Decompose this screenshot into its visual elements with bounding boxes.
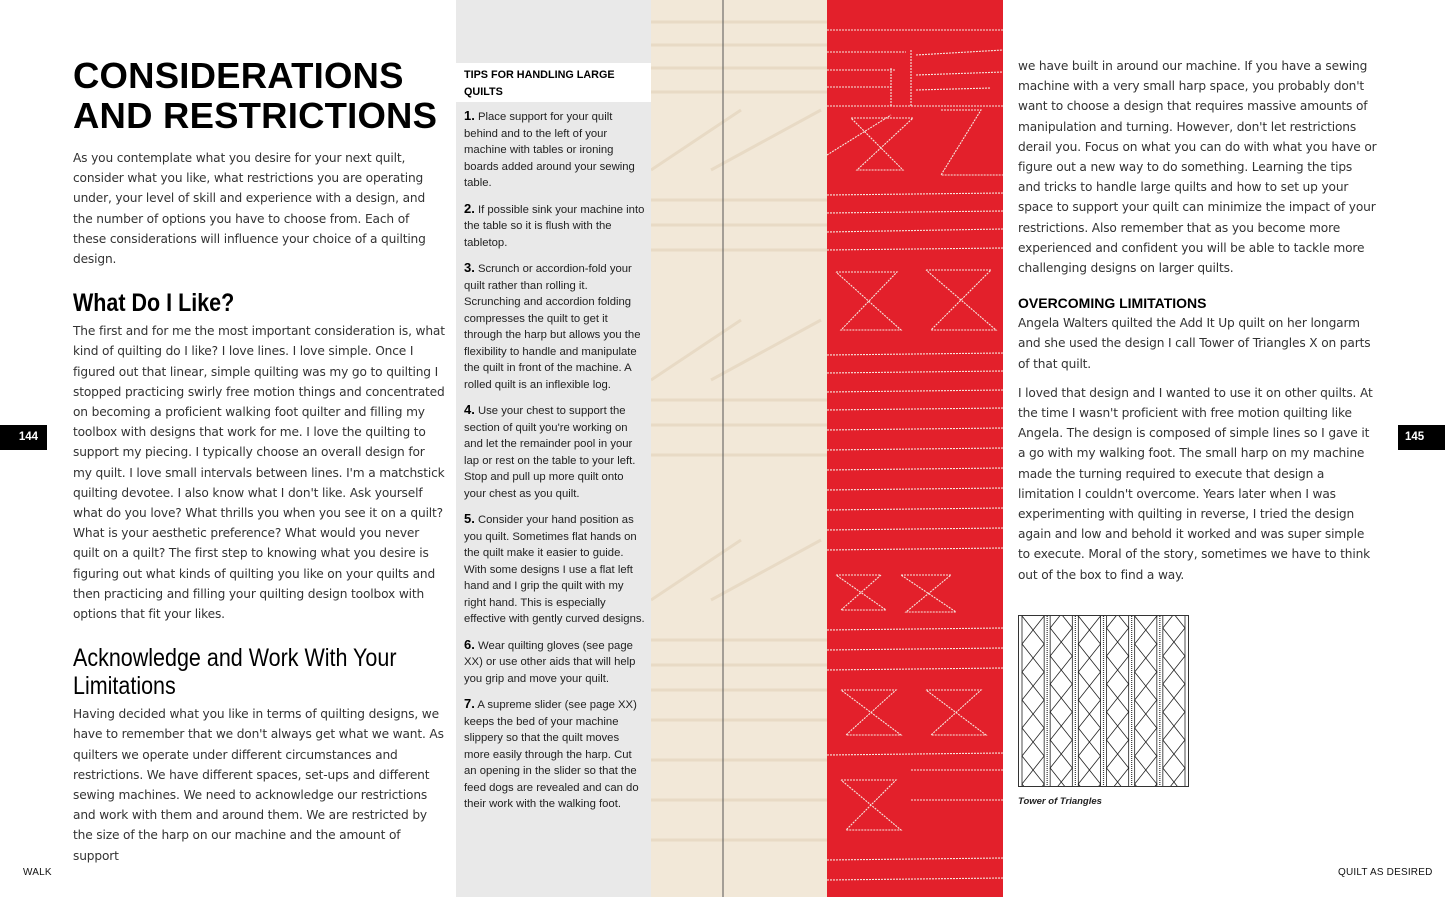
footer-right: QUILT AS DESIRED — [1338, 867, 1433, 878]
triangle-x-motif — [1078, 644, 1100, 672]
triangle-x-motif — [1050, 712, 1072, 740]
triangle-x-motif — [1022, 728, 1044, 756]
chapter-title — [73, 56, 445, 136]
triangle-x-motif — [1163, 740, 1185, 768]
tip-text: Place support for your quilt behind and to the left of your machine with tables or ironing boards added around your sewing table. — [464, 111, 635, 189]
triangle-x-motif — [1107, 628, 1129, 656]
subheading-overcoming-limitations: OVERCOMING LIMITATIONS — [1018, 295, 1207, 312]
intro-paragraph: As you contemplate what you desire for your next quilt, consider what you like, what restrictions you are operating under, your level of skill and experience with a design, and the number of options you have to choose from. Each of these considerations will influence your choice of a quilting design. — [73, 151, 426, 267]
quilt-photo-image — [651, 0, 1003, 897]
triangle-x-motif — [1135, 616, 1157, 644]
paragraph-angela-walters: Angela Walters quilted the Add It Up quilt on her longarm and she used the design I call Tower of Triangles X on parts of that quilt. — [1018, 316, 1371, 371]
section-heading-limitations — [73, 644, 397, 701]
triangle-x-motif — [1050, 616, 1072, 628]
continued-paragraph: we have built in around our machine. If you have a sewing machine with a very small harp space, you probably don't want to choose a design that requires massive amounts of manipulation and turning. However, don't let restrictions derail you. Focus on what you can do with what you have or figure out a new way to do something. Learning the tips and tricks to handle large quilts and how to set up your space to support your quilt can minimize the impact of your restrictions. Also remember that as you become more experienced and confident you will be able to tackle more challenging designs on larger quilts. — [1018, 59, 1377, 276]
triangle-x-motif — [1135, 672, 1157, 700]
section-heading-line-1: Acknowledge and Work With Your — [73, 644, 397, 673]
triangle-x-motif — [1135, 784, 1157, 786]
triangle-x-motif — [1050, 656, 1072, 684]
triangle-x-motif — [1135, 700, 1157, 728]
triangle-x-motif — [1107, 712, 1129, 740]
tip-text: Wear quilting gloves (see page XX) or use other aids that will help you grip and move your quilt. — [464, 639, 636, 685]
triangle-x-motif — [1135, 728, 1157, 756]
triangle-x-motif — [1078, 616, 1100, 644]
triangle-x-motif — [1022, 700, 1044, 728]
tip-item — [464, 108, 646, 192]
triangle-x-motif — [1022, 672, 1044, 700]
tip-text: Use your chest to support the section of quilt you're working on and let the remainder pool in your lap or rest on the table to your left. Stop and pull up more quilt onto your chest as you quilt. — [464, 405, 636, 500]
tower-of-triangles-diagram — [1019, 616, 1188, 786]
quilt-photo — [651, 0, 1003, 897]
tip-text: Consider your hand position as you quilt. Sometimes flat hands on the quilt make it easier to guide. With some designs I use a flat left hand and I grip the quilt with my right hand. This is especially effective with gently curved designs. — [464, 514, 645, 625]
triangle-x-motif — [1078, 672, 1100, 700]
footer-left: WALK — [23, 867, 52, 878]
right-page-column — [1018, 56, 1378, 585]
section-body-limitations: Having decided what you like in terms of quilting designs, we have to remember that we don't always get what we want. As quilters we operate under different circumstances and restrictions. We have different spaces, set-ups and different sewing machines. We need to acknowledge our restrictions and work with them and around them. We are restricted by the size of the harp on our machine and the amount of support — [73, 707, 444, 863]
triangle-x-motif — [1107, 616, 1129, 628]
triangle-x-motif — [1022, 784, 1044, 786]
tips-sidebar — [456, 0, 651, 897]
triangle-x-motif — [1022, 756, 1044, 784]
triangle-x-motif — [1163, 616, 1185, 628]
tip-number: 6. — [464, 636, 475, 652]
tip-number: 5. — [464, 511, 475, 526]
tip-text: A supreme slider (see page XX) keeps the bed of your machine slippery so that the quilt moves more easily through the harp. Cut an opening in the slider so that the feed dogs are revealed and can do their work with the walking foot. — [464, 699, 639, 810]
chapter-title-line-1: CONSIDERATIONS — [73, 55, 404, 96]
triangle-x-motif — [1078, 700, 1100, 728]
page-number-right: 145 — [1398, 425, 1445, 450]
triangle-x-motif — [1135, 756, 1157, 784]
triangle-x-motif — [1050, 684, 1072, 712]
tip-item — [464, 696, 646, 813]
tip-item — [464, 402, 646, 502]
figure-caption: Tower of Triangles — [1018, 796, 1102, 807]
triangle-x-motif — [1163, 712, 1185, 740]
page-number-left: 144 — [0, 425, 47, 450]
tips-list — [464, 108, 646, 822]
section-heading-what-do-i-like: What Do I Like? — [73, 289, 235, 318]
tip-item — [464, 260, 646, 393]
triangle-x-motif — [1022, 644, 1044, 672]
tip-item — [464, 511, 646, 628]
triangle-x-motif — [1078, 756, 1100, 784]
triangle-x-motif — [1078, 784, 1100, 786]
triangle-x-motif — [1050, 740, 1072, 768]
triangle-x-motif — [1135, 644, 1157, 672]
triangle-x-motif — [1050, 628, 1072, 656]
tip-text: Scrunch or accordion-fold your quilt rather than rolling it. Scrunching and accordion folding compresses the quilt to get it through the harp but allows you the flexibility to handle and manipulate the quilt in front of the machine. A rolled quilt is an inflexible log. — [464, 263, 641, 391]
triangle-x-motif — [1107, 740, 1129, 768]
triangle-x-motif — [1163, 628, 1185, 656]
sidebar-heading: TIPS FOR HANDLING LARGE QUILTS — [456, 63, 651, 102]
triangle-x-motif — [1107, 656, 1129, 684]
tip-number: 7. — [464, 696, 475, 711]
section-heading-line-2: Limitations — [73, 672, 176, 701]
tip-number: 4. — [464, 402, 475, 417]
triangle-x-motif — [1050, 768, 1072, 786]
tip-number: 3. — [464, 260, 475, 275]
triangle-x-motif — [1163, 768, 1185, 786]
triangle-x-motif — [1022, 616, 1044, 644]
left-page-column — [73, 56, 445, 866]
tip-item — [464, 201, 646, 252]
tip-number: 1. — [464, 108, 475, 123]
triangle-x-motif — [1107, 768, 1129, 786]
tower-of-triangles-figure — [1018, 615, 1189, 787]
triangle-x-motif — [1078, 728, 1100, 756]
triangle-x-motif — [1163, 656, 1185, 684]
section-body-what-do-i-like: The first and for me the most important consideration is, what kind of quilting do I like? I love lines. I love simple. Once I figured out that linear, simple quilting was my go to quilting I stopped practicing swirly free motion things and concentrated on becoming a proficient walking foot quilter and filling my toolbox with designs that work for me. I love the quilting to support my piecing. I typically choose an overall design for my quilt. I love small intervals between lines. I'm a matchstick quilting devotee. I also know what I don't like. Ask yourself what do you love? What thrills you when you see it on a quilt? What is your aesthetic preference? What would you never quilt on a quilt? The first step to knowing what you desire is figuring out what kinds of quilting you like on your quilts and then practicing and filling your quilting design toolbox with options that fit your likes. — [73, 324, 445, 622]
tip-item — [464, 637, 646, 688]
cream-fabric — [651, 0, 827, 897]
triangle-x-motif — [1163, 684, 1185, 712]
tip-text: If possible sink your machine into the table so it is flush with the tabletop. — [464, 203, 645, 249]
tip-number: 2. — [464, 200, 475, 216]
paragraph-loved-design: I loved that design and I wanted to use it on other quilts. At the time I wasn't proficient with free motion quilting like Angela. The design is composed of simple lines so I gave it a go with my walking foot. The small harp on my machine made the turning required to execute that design a limitation I couldn't overcome. Years later when I was experimenting with quilting in reverse, I tried the design again and low and behold it worked and was super simple to execute. Moral of the story, sometimes we have to think out of the box to find a way. — [1018, 385, 1373, 582]
chapter-title-line-2: AND RESTRICTIONS — [73, 95, 438, 136]
triangle-x-motif — [1107, 684, 1129, 712]
